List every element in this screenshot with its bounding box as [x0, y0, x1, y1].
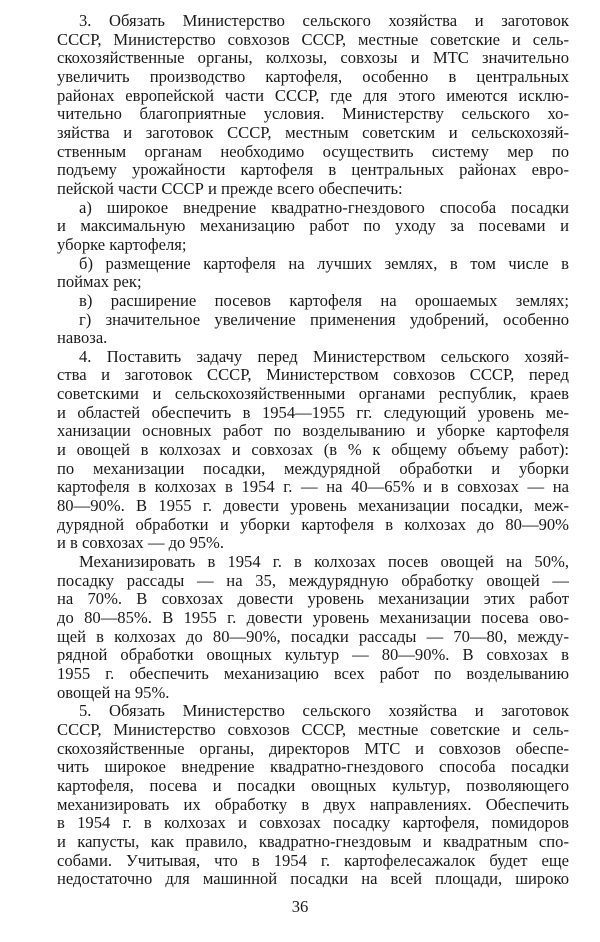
text-line: а) широкое внедрение квадратно-гнездового способа посадки [79, 198, 569, 217]
text-line: собами. Учитывая, что в 1954 г. картофелесажалок будет еще [57, 851, 569, 870]
text-line: в) расширение посевов картофеля на орошаемых землях; [79, 291, 569, 310]
para-3 [57, 12, 569, 199]
para-3a [57, 199, 569, 255]
text-line: зяйства и заготовок СССР, местным советским и сельскохозяй- [57, 123, 569, 142]
text-line: в 1954 г. в колхозах и совхозах посадку картофеля, помидоров [57, 814, 569, 833]
text-line: 5. Обязать Министерство сельского хозяйства и заготовок [79, 702, 569, 721]
para-4-mechanization [57, 553, 569, 702]
text-line: уборке картофеля; [57, 235, 187, 254]
text-line: и в совхозах — до 95%. [57, 534, 225, 553]
text-line: и овощей в колхозах и совхозах (в % к общему объему работ): [57, 441, 569, 460]
text-line: недостаточно для машинной посадки на всей площади, широко [57, 870, 569, 889]
text-line: поймах рек; [57, 273, 142, 292]
text-line: ства и заготовок СССР, Министерством совхозов СССР, перед [57, 366, 569, 385]
text-line: механизировать их обработку в двух направлениях. Обеспечить [57, 795, 569, 814]
text-line: СССР, Министерство совхозов СССР, местные советские и сель- [57, 720, 569, 739]
text-line: до 80—85%. В 1955 г. довести уровень механизации посева ово- [57, 609, 569, 627]
text-line: г) значительное увеличение применения удобрений, особенно [79, 310, 569, 329]
text-line: СССР, Министерство совхозов СССР, местные советские и сель- [57, 30, 569, 49]
text-line: рядной обработки овощных культур — 80—90%. В совхозах в [57, 646, 569, 665]
text-line: навоза. [57, 329, 108, 348]
text-line: ственным органам необходимо осуществить систему мер по [57, 142, 569, 161]
text-line: скохозяйственные органы, колхозы, совхозы и МТС значительно [57, 49, 569, 68]
page-number: 36 [291, 897, 309, 916]
text-line: дурядной обработки и уборки картофеля в колхозах до 80—90% [57, 515, 569, 534]
text-line: на 70%. В совхозах довести уровень механизации этих работ [57, 590, 569, 609]
para-4 [57, 348, 569, 553]
text-line: Механизировать в 1954 г. в колхозах посев овощей на 50%, [79, 553, 569, 572]
text-line: ханизации основных работ по возделыванию и уборке картофеля [57, 422, 569, 441]
para-3c [57, 292, 569, 311]
text-line: посадку рассады — на 35, междурядную обработку овощей — [57, 571, 569, 590]
text-line: 3. Обязать Министерство сельского хозяйства и заготовок [79, 12, 569, 30]
text-line: 80—90%. В 1955 г. довести уровень механизации посадки, меж- [57, 497, 569, 516]
text-line: увеличить производство картофеля, особенно в центральных [57, 67, 569, 86]
text-line: овощей на 95%. [57, 683, 170, 702]
text-line: районах европейской части СССР, где для этого имеются исклю- [57, 86, 569, 105]
text-line: скохозяйственные органы, директоров МТС и совхозов обеспе- [57, 739, 569, 758]
text-line: пейской части СССР и прежде всего обеспечить: [57, 179, 403, 198]
text-line: б) размещение картофеля на лучших землях, в том числе в [79, 254, 569, 273]
text-line: 1955 г. обеспечить механизацию всех работ по возделыванию [57, 664, 569, 683]
para-5 [57, 702, 569, 889]
text-line: и областей обеспечить в 1954—1955 гг. следующий уровень ме- [57, 403, 569, 422]
text-line: чить широкое внедрение квадратно-гнездового способа посадки [57, 758, 569, 777]
text-line: и максимальную механизацию работ по уходу за посевами и [57, 217, 569, 236]
text-line: щей в колхозах до 80—90%, посадки рассады — 70—80, междy- [57, 627, 569, 646]
text-line: чительно благоприятные условия. Министерству сельского хо- [57, 105, 569, 124]
text-line: и капусты, как правило, квадратно-гнездовым и квадратным спо- [57, 832, 569, 851]
para-3d [57, 311, 569, 348]
text-line: картофеля, посева и посадки овощных культур, позволяющего [57, 776, 569, 795]
text-line: советскими и сельскохозяйственными органами республик, краев [57, 385, 569, 404]
text-line: картофеля в колхозах в 1954 г. — на 40—65% и в совхозах — на [57, 478, 569, 497]
page-body [57, 12, 569, 889]
para-3b [57, 255, 569, 292]
text-line: подъему урожайности картофеля в центральных районах евро- [57, 161, 569, 180]
text-line: 4. Поставить задачу перед Министерством сельского хозяй- [79, 347, 569, 366]
text-line: по механизации посадки, междурядной обработки и уборки [57, 459, 569, 478]
